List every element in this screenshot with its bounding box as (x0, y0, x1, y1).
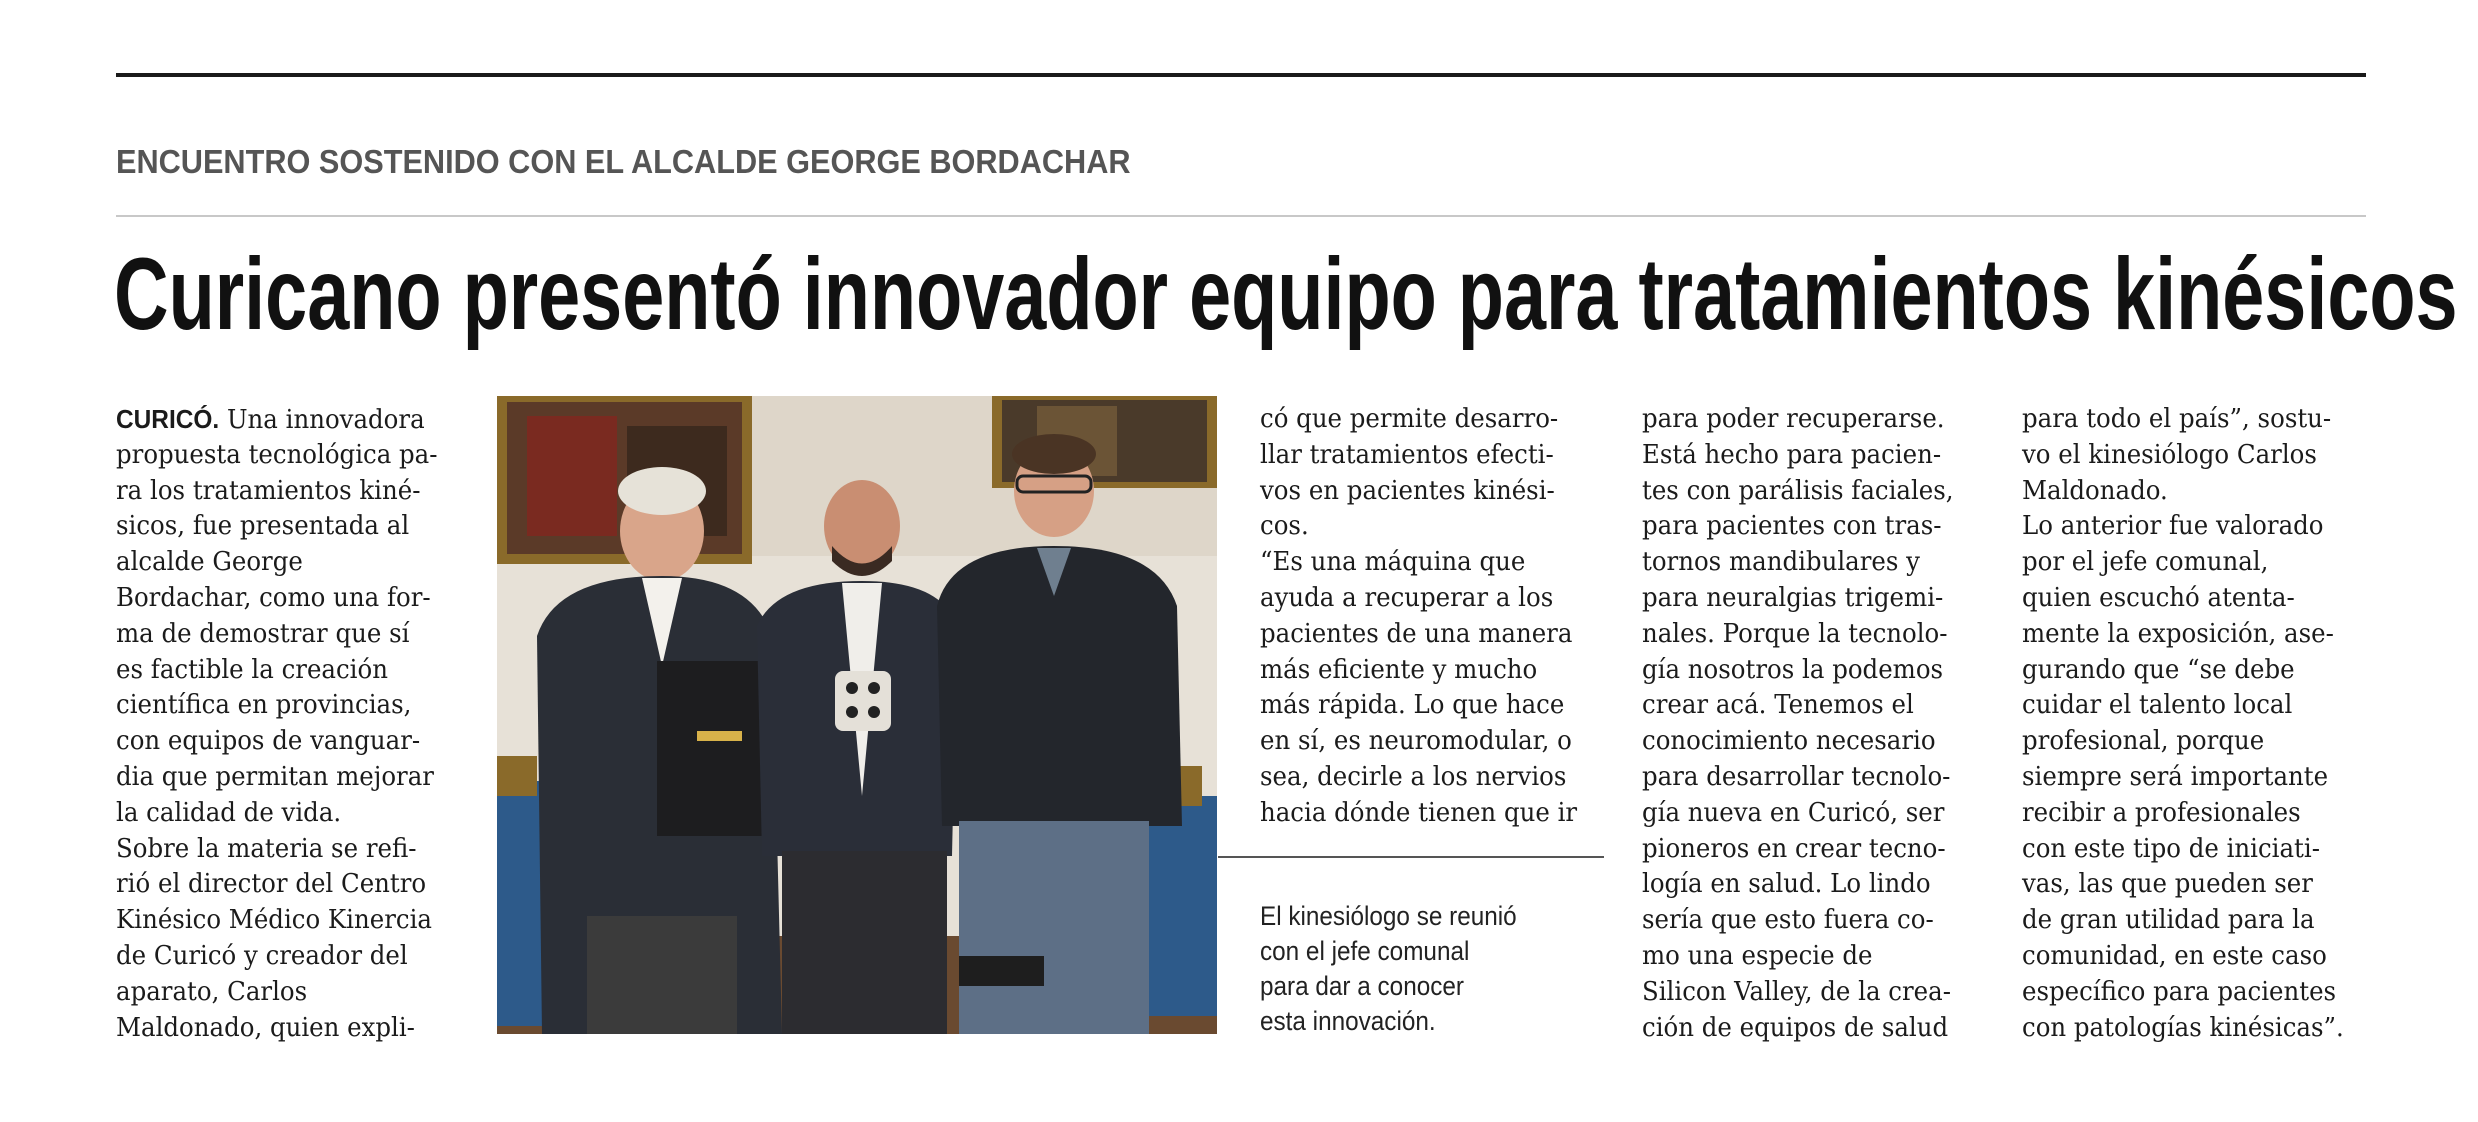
text-line: có que permite desarro- (1260, 404, 1559, 434)
text-line: sicos, fue presentada al (116, 511, 410, 542)
text-line: rió el director del Centro (116, 869, 427, 900)
text-line: pacientes de una manera (1260, 618, 1573, 649)
text-line: logía en salud. Lo lindo (1642, 869, 1931, 900)
text-line: es factible la creación (116, 654, 388, 685)
text-line: tornos mandibulares y (1642, 547, 1920, 578)
text-line: dia que permitan mejorar (116, 761, 434, 792)
text-line: mo una especie de (1642, 940, 1873, 971)
text-line: Maldonado, quien expli- (116, 1012, 415, 1043)
text-line: vo el kinesiólogo Carlos (2022, 439, 2317, 470)
top-rule (116, 73, 2366, 77)
text-line: Maldonado. (2022, 475, 2168, 506)
text-line: vas, las que pueden ser (2022, 869, 2313, 900)
dateline: CURICÓ. (116, 404, 220, 434)
text-line: ayuda a recuperar a los (1260, 582, 1554, 613)
text-line: alcalde George (116, 547, 303, 578)
text-line: Sobre la materia se refi- (116, 833, 417, 864)
text-line: con este tipo de iniciati- (2022, 833, 2320, 864)
text-line: pioneros en crear tecno- (1642, 833, 1946, 864)
text-line: más eficiente y mucho (1260, 654, 1538, 685)
text-line: para poder recuperarse. (1642, 404, 1945, 434)
text-line: para pacientes con tras- (1642, 511, 1942, 542)
caption-line: para dar a conocer (1260, 971, 1464, 1001)
text-line: específico para pacientes (2022, 976, 2337, 1007)
text-line: en sí, es neuromodular, o (1260, 726, 1572, 757)
text-line: sea, decirle a los nervios (1260, 761, 1567, 792)
text-line: hacia dónde tienen que ir (1260, 797, 1578, 828)
text-line: gía nosotros la podemos (1642, 654, 1944, 685)
photo-caption (1260, 899, 1545, 1039)
text-line: nales. Porque la tecnolo- (1642, 618, 1948, 649)
article-photo (497, 396, 1217, 1034)
text-line: vos en pacientes kinési- (1260, 475, 1555, 506)
text-line: más rápida. Lo que hace (1260, 690, 1565, 721)
article-column-1 (116, 402, 458, 1046)
article-column-4 (2022, 402, 2364, 1046)
text-line: quien escuchó atenta- (2022, 582, 2295, 613)
text-line: la calidad de vida. (116, 797, 342, 828)
text-line: por el jefe comunal, (2022, 547, 2269, 578)
text-line: gurando que “se debe (2022, 654, 2295, 685)
text-line: para desarrollar tecnolo- (1642, 761, 1951, 792)
text-line: para todo el país”, sostu- (2022, 404, 2332, 434)
text-line: propuesta tecnológica pa- (116, 439, 438, 470)
kicker: ENCUENTRO SOSTENIDO CON EL ALCALDE GEORGE BORDACHAR (116, 143, 1131, 180)
text-line: ra los tratamientos kiné- (116, 475, 421, 506)
text-line: Está hecho para pacien- (1642, 439, 1942, 470)
caption-line: esta innovación. (1260, 1006, 1436, 1036)
text-line: de Curicó y creador del (116, 940, 408, 971)
text-line: cuidar el talento local (2022, 690, 2293, 721)
photo-three-men-icon (497, 396, 1217, 1034)
text-line: profesional, porque (2022, 726, 2265, 757)
article-column-2 (1260, 402, 1597, 832)
text-line: siempre será importante (2022, 761, 2329, 792)
text-line: de gran utilidad para la (2022, 905, 2315, 936)
text-line: Bordachar, como una for- (116, 582, 431, 613)
text-line: ción de equipos de salud (1642, 1012, 1949, 1043)
text-line: tes con parálisis faciales, (1642, 475, 1954, 506)
text-line: mente la exposición, ase- (2022, 618, 2334, 649)
text-line: “Es una máquina que (1260, 547, 1526, 578)
text-line: crear acá. Tenemos el (1642, 690, 1914, 721)
article-column-3 (1642, 402, 1973, 1046)
text-line: comunidad, en este caso (2022, 940, 2327, 971)
headline: Curicano presentó innovador equipo para tratamientos kinésicos (114, 237, 2458, 351)
caption-line: El kinesiólogo se reunió (1260, 901, 1517, 931)
text-line: Silicon Valley, de la crea- (1642, 976, 1951, 1007)
text-line: para neuralgias trigemi- (1642, 582, 1944, 613)
text-line: CURICÓ. Una innovadora (116, 404, 425, 435)
text-line: científica en provincias, (116, 690, 412, 721)
text-line: recibir a profesionales (2022, 797, 2301, 828)
text-line: Lo anterior fue valorado (2022, 511, 2324, 542)
text-line: conocimiento necesario (1642, 726, 1936, 757)
text-line: con equipos de vanguar- (116, 726, 421, 757)
text-line: llar tratamientos efecti- (1260, 439, 1554, 470)
text-line: ma de demostrar que sí (116, 618, 410, 649)
text-line: cos. (1260, 511, 1309, 542)
kicker-rule (116, 215, 2366, 217)
caption-line: con el jefe comunal (1260, 936, 1470, 966)
caption-rule (1218, 856, 1604, 858)
text-line: con patologías kinésicas”. (2022, 1012, 2344, 1043)
text-line: sería que esto fuera co- (1642, 905, 1934, 936)
text-line: gía nueva en Curicó, ser (1642, 797, 1945, 828)
text-line: Kinésico Médico Kinercia (116, 905, 432, 936)
text-line: aparato, Carlos (116, 976, 308, 1007)
